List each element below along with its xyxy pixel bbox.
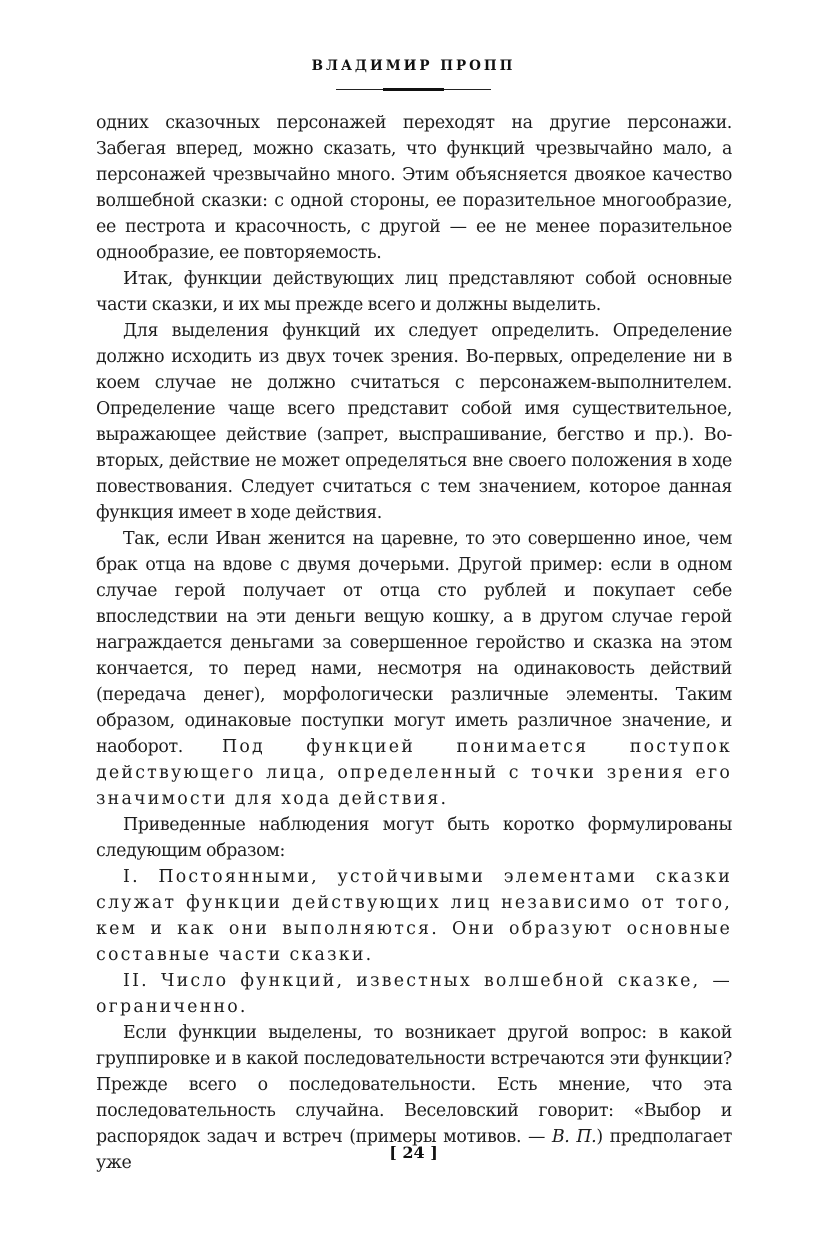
paragraph-4-text: Так, если Иван женится на царевне, то это совершенно иное, чем брак отца на вдове с двумя дочерьми. Другой пример: если в одном случае герой получает от отца сто рублей и покупает себе впоследствии на эти деньги вещую кошку, а в другом случае герой награждается деньгами за совершенное геройство и сказка на этом кончается, то перед нами, несмотря на одинаковость действий (передача денег), морфологически различные элементы. Таким образом, одинаковые поступки могут иметь различное значение, и наоборот. [96, 529, 732, 757]
paragraph-8-text: Если функции выделены, то возникает другой вопрос: в какой группировке и в какой последовательности встречаются эти функции? Прежде всего о последовательности. Есть мнение, что эта последовательность случайна. Веселовский говорит: «Выбор и распорядок задач и встреч (примеры мотивов. — [96, 1023, 732, 1147]
paragraph-5: Приведенные наблюдения могут быть коротко формулированы следующим образом: [96, 815, 732, 861]
function-definition: Под функцией понимается поступок действующего лица, определенный с точки зрения его значимости для хода действия. [96, 737, 732, 809]
header-rule-accent [383, 88, 444, 91]
page-number: [ 24 ] [389, 1143, 438, 1162]
paragraph-1: одних сказочных персонажей переходят на другие персонажи. Забегая вперед, можно сказать, что функций чрезвычайно мало, а персонажей чрезвычайно много. Этим объясняется двоякое качество волшебной сказки: с одной стороны, ее поразительное многообразие, ее пестрота и красочность, с другой — ее не менее поразительное однообразие, ее повторяемость. [96, 113, 732, 263]
paragraph-8-tail: ) предполагает уже [96, 1127, 732, 1173]
paragraph-3: Для выделения функций их следует определить. Определение должно исходить из двух точек зрения. Во-первых, определение ни в коем случае не должно считаться с персонажем-выполнителем. Определение чаще всего представит собой имя существительное, выражающее действие (запрет, выспрашивание, бегство и пр.). Во-вторых, действие не может определяться вне своего положения в ходе повествования. Следует считаться с тем значением, которое данная функция имеет в ходе действия. [96, 321, 732, 523]
thesis-2: II. Число функций, известных волшебной сказке, — ограниченно. [96, 971, 732, 1017]
thesis-1: I. Постоянными, устойчивыми элементами сказки служат функции действующих лиц независимо от того, кем и как они выполняются. Они образуют основные составные части сказки. [96, 867, 732, 965]
author-initials: В. П. [551, 1127, 597, 1147]
body-text [96, 110, 732, 1176]
paragraph-4 [96, 526, 732, 812]
running-head: ВЛАДИМИР ПРОПП [311, 58, 516, 74]
paragraph-2: Итак, функции действующих лиц представляют собой основные части сказки, и их мы прежде всего и должны выделить. [96, 269, 732, 315]
